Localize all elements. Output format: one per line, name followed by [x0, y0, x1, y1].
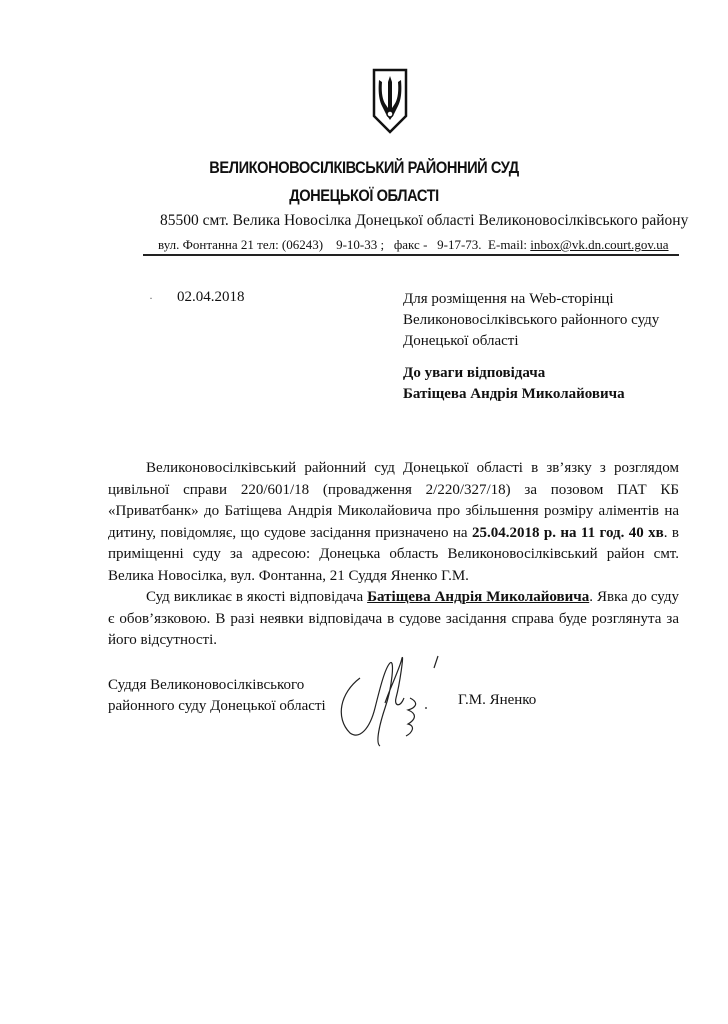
attention-line: Батіщева Андрія Миколайовича	[403, 386, 625, 402]
hearing-datetime: 25.04.2018 р. на 11 год. 40 хв	[472, 524, 664, 541]
court-name-line2: ДОНЕЦЬКОЇ ОБЛАСТІ	[289, 186, 439, 205]
attention-line: До уваги відповідача	[403, 365, 546, 381]
court-name-line1: ВЕЛИКОНОВОСІЛКІВСЬКИЙ РАЙОННИЙ СУД	[209, 158, 519, 177]
attention-block	[403, 363, 625, 405]
judge-title: Суддя Великоновосілківського районного суду Донецької області	[108, 677, 326, 714]
notice-paragraph-1: Великоновосілківський районний суд Донецької області в зв’язку з розглядом цивільної справи 220/601/18 (провадження 2/220/327/18) за позовом ПАТ КБ «Приватбанк» до Батіщева Андрія Миколайовича про збільшення розміру аліментів на дитину, повідомляє, що судове засідання призначено на 25.04.2018 р. на 11 год. 40 хв. в приміщенні суду за адресою: Донецька область Великоновосілківський район смт. Велика Новосілка, вул. Фонтанна, 21 Суддя Яненко Г.М.	[108, 460, 679, 584]
judge-name: Г.М. Яненко	[458, 692, 537, 708]
recipient-line: Великоновосілківського районного суду	[403, 312, 660, 328]
email-link[interactable]: inbox@vk.dn.court.gov.ua	[530, 237, 669, 252]
notice-paragraph-2: Суд викликає в якості відповідача Батіщева Андрія Миколайовича. Явка до суду є обов’язковою. В разі неявки відповідача в судове засідання справа буде розглянута за його відсутності.	[108, 589, 679, 648]
scan-dot: ·	[149, 291, 153, 305]
defendant-name: Батіщева Андрія Миколайовича	[367, 589, 590, 605]
recipient-line: Для розміщення на Web-сторінці	[403, 291, 614, 307]
header-divider	[143, 254, 679, 256]
recipient-block	[403, 289, 659, 352]
ukraine-trident-icon	[372, 68, 408, 134]
court-address: 85500 смт. Велика Новосілка Донецької області Великоновосілківського району	[160, 212, 689, 229]
signature-icon	[330, 648, 450, 748]
recipient-line: Донецької області	[403, 333, 519, 349]
document-date: 02.04.2018	[177, 289, 245, 305]
contact-phone-fax: вул. Фонтанна 21 тел: (06243) 9-10-33 ; факс - 9-17-73. E-mail:	[158, 237, 531, 252]
notice-body	[108, 458, 679, 652]
court-contacts	[158, 237, 669, 253]
